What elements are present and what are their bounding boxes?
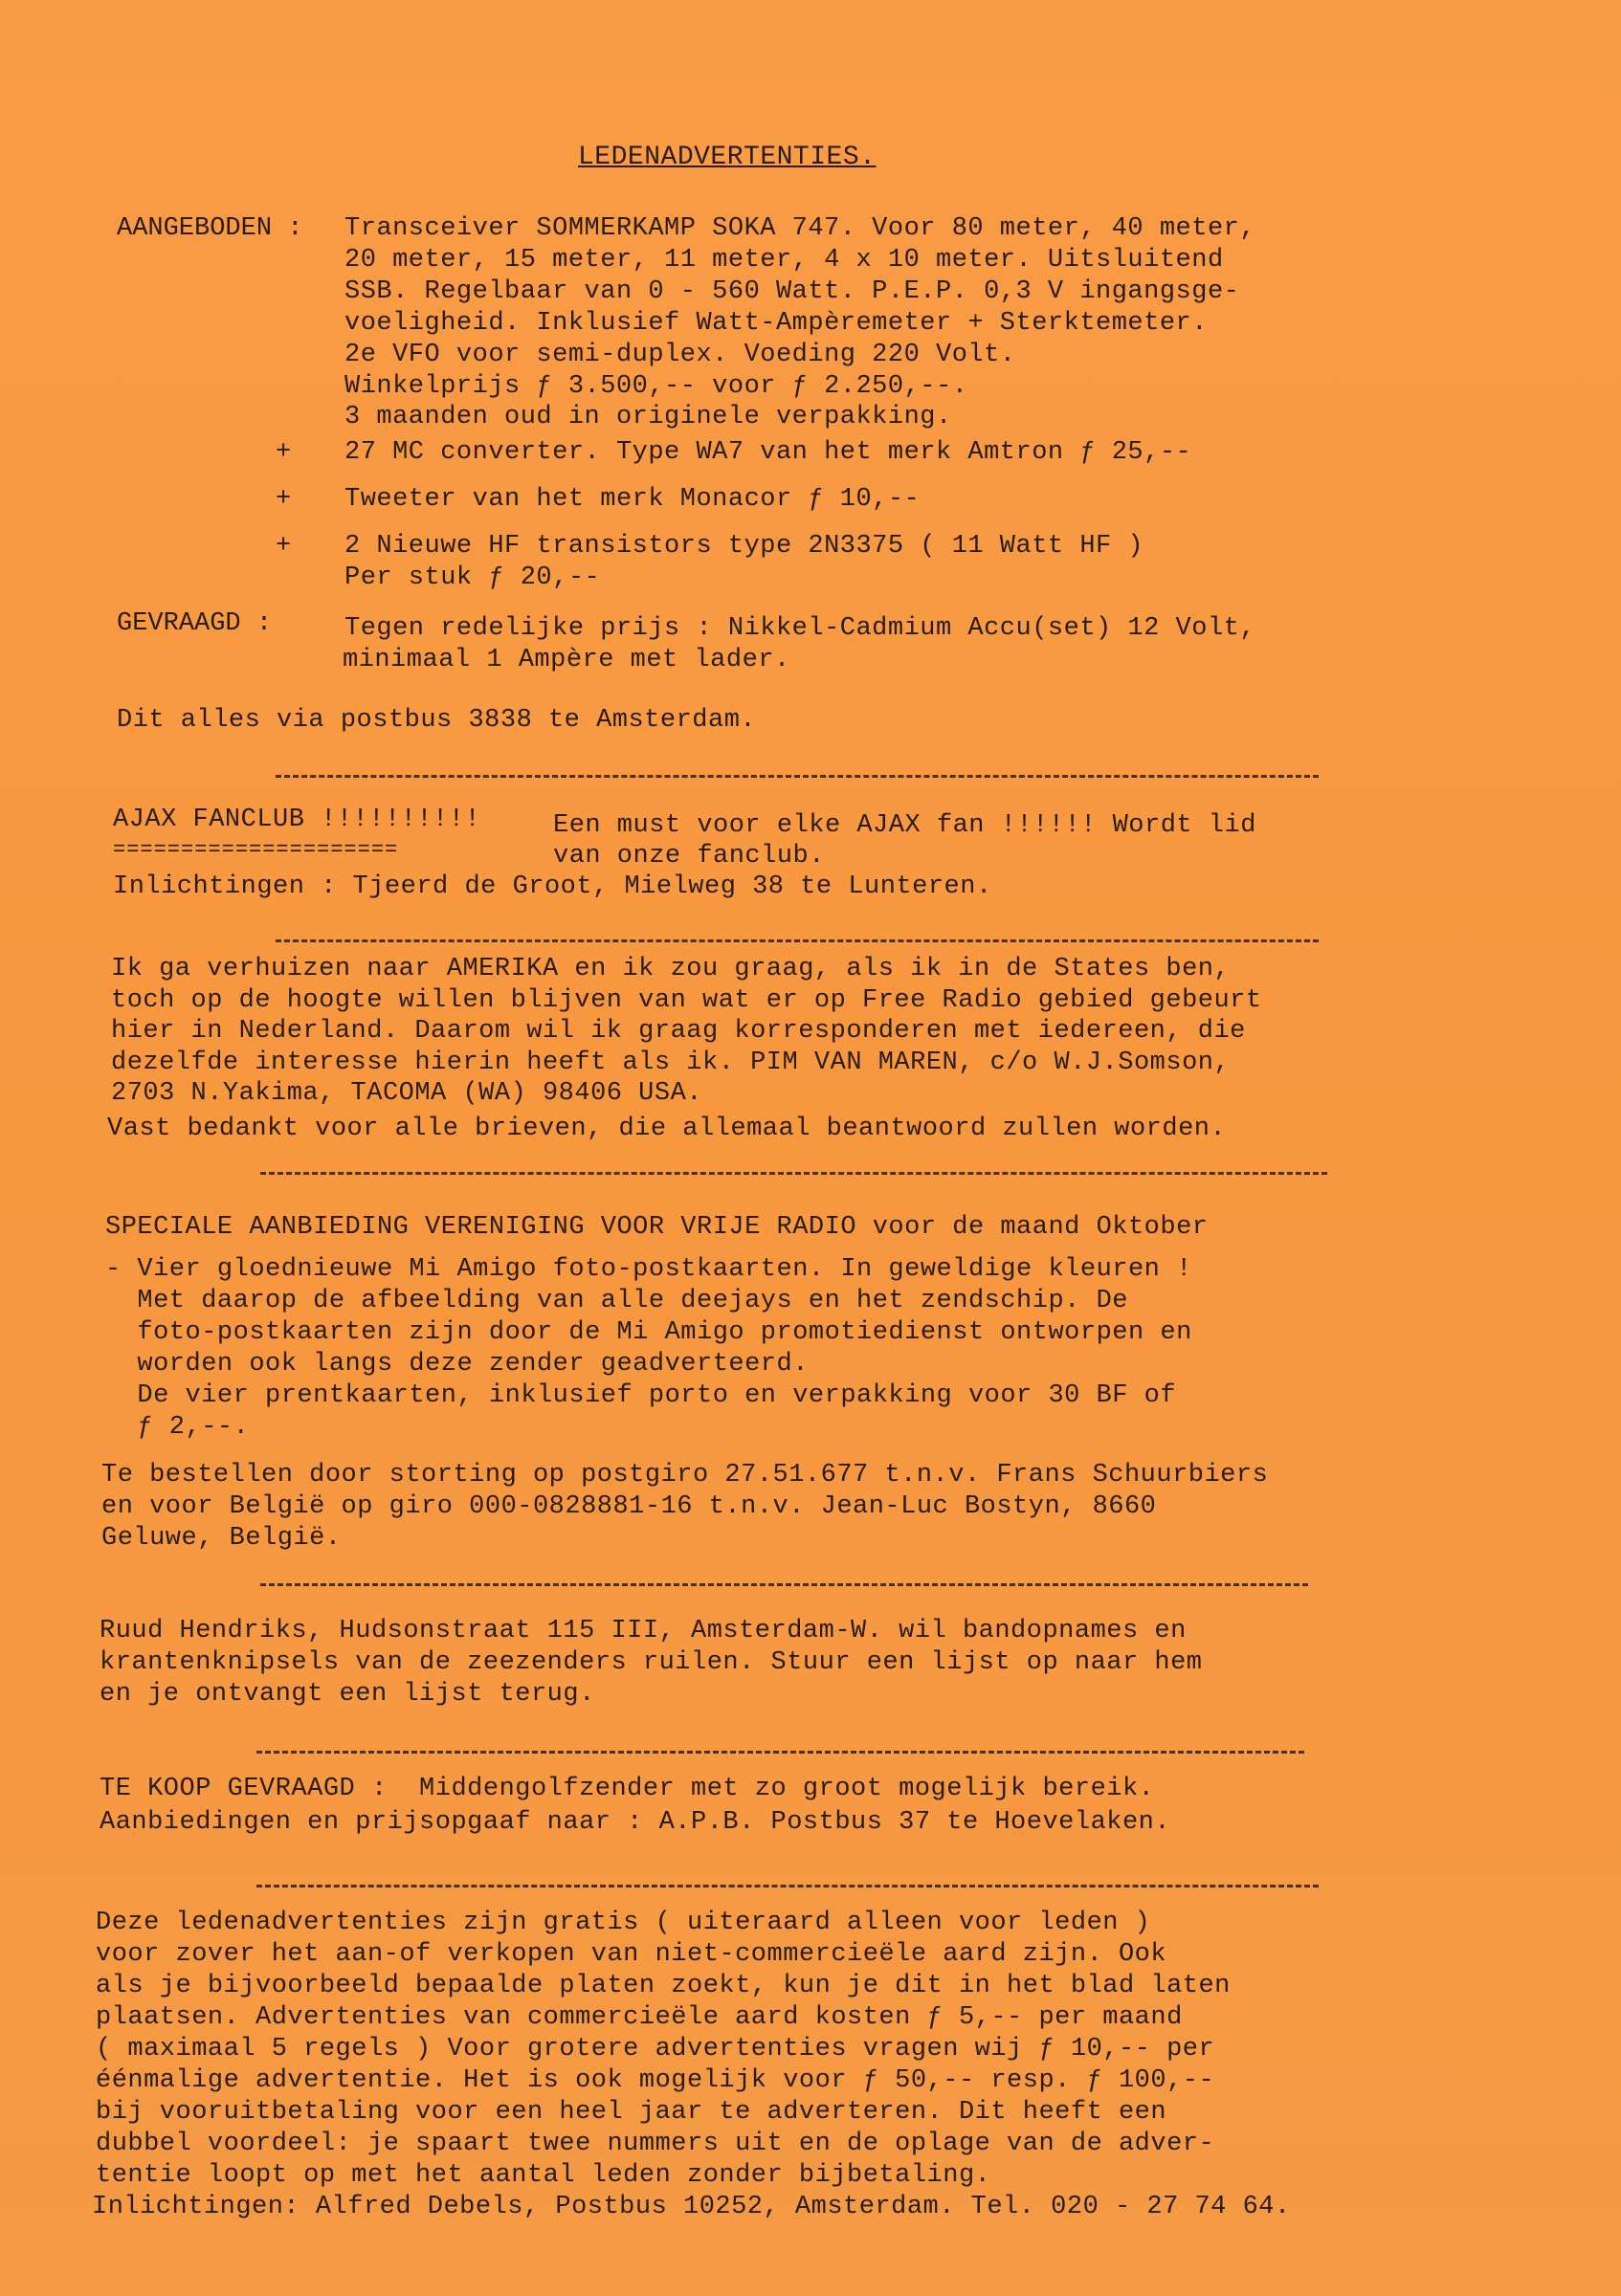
order-line: Te bestellen door storting op postgiro 27.51.677 t.n.v. Frans Schuurbiers — [101, 1461, 1269, 1490]
section-divider — [256, 1751, 1304, 1754]
speciale-line: foto-postkaarten zijn door de Mi Amigo promotiedienst ontworpen en — [105, 1318, 1192, 1347]
plus-sign: + — [276, 532, 292, 561]
ajax-info: Inlichtingen : Tjeerd de Groot, Mielweg 38 te Lunteren. — [113, 872, 992, 901]
speciale-line: - Vier gloednieuwe Mi Amigo foto-postkaarten. In geweldige kleuren ! — [105, 1255, 1192, 1284]
offered-plus-item: Tweeter van het merk Monacor ƒ 10,-- — [344, 485, 921, 514]
footer-line: plaatsen. Advertenties van commercieële aard kosten ƒ 5,-- per maand — [96, 2003, 1183, 2032]
wanted-line: Tegen redelijke prijs : Nikkel-Cadmium Accu(set) 12 Volt, — [344, 614, 1256, 643]
offered-line: Winkelprijs ƒ 3.500,-- voor ƒ 2.250,--. — [344, 372, 968, 401]
offered-line: SSB. Regelbaar van 0 - 560 Watt. P.E.P. 0,3 V ingangsge- — [344, 277, 1240, 306]
section-divider — [260, 1172, 1327, 1175]
offered-line: voeligheid. Inklusief Watt-Ampèremeter + Sterktemeter. — [344, 309, 1208, 338]
footer-line: éénmalige advertentie. Het is ook mogelijk voor ƒ 50,-- resp. ƒ 100,-- — [96, 2066, 1215, 2095]
section-divider — [256, 1885, 1319, 1888]
offered-line: Transceiver SOMMERKAMP SOKA 747. Voor 80 meter, 40 meter, — [344, 214, 1256, 243]
via-line: Dit alles via postbus 3838 te Amsterdam. — [117, 706, 757, 735]
wanted-label: GEVRAAGD : — [117, 609, 273, 638]
ajax-text: van onze fanclub. — [553, 842, 825, 871]
plus-sign: + — [276, 438, 292, 467]
footer-line: dubbel voordeel: je spaart twee nummers uit en de oplage van de adver- — [96, 2130, 1215, 2158]
footer-line: als je bijvoorbeeld bepaalde platen zoekt, kun je dit in het blad laten — [96, 1972, 1231, 2000]
ruud-line: krantenknipsels van de zeezenders ruilen. Stuur een lijst op naar hem — [100, 1648, 1203, 1677]
speciale-title: SPECIALE AANBIEDING VERENIGING VOOR VRIJE RADIO voor de maand Oktober — [105, 1213, 1209, 1242]
order-line: en voor België op giro 000-0828881-16 t.n.v. Jean-Luc Bostyn, 8660 — [101, 1492, 1157, 1521]
amerika-line: hier in Nederland. Daarom wil ik graag korresponderen met iedereen, die — [111, 1017, 1246, 1046]
ruud-line: en je ontvangt een lijst terug. — [100, 1680, 595, 1709]
section-divider — [260, 1583, 1308, 1586]
footer-line: Inlichtingen: Alfred Debels, Postbus 10252, Amsterdam. Tel. 020 - 27 74 64. — [92, 2193, 1291, 2221]
offered-label: AANGEBODEN : — [117, 214, 303, 243]
section-divider — [276, 939, 1319, 942]
speciale-line: worden ook langs deze zender geadverteerd. — [105, 1350, 809, 1379]
tekoop-line: Aanbiedingen en prijsopgaaf naar : A.P.B. Postbus 37 te Hoevelaken. — [100, 1808, 1171, 1837]
page-title: LEDENADVERTENTIES. — [578, 143, 877, 172]
amerika-line: dezelfde interesse hierin heeft als ik. PIM VAN MAREN, c/o W.J.Somson, — [111, 1049, 1231, 1077]
offered-line: 2e VFO voor semi-duplex. Voeding 220 Volt. — [344, 341, 1016, 369]
tekoop-line: TE KOOP GEVRAAGD : Middengolfzender met zo groot mogelijk bereik. — [100, 1775, 1155, 1803]
plus-sign: + — [276, 485, 292, 514]
offered-line: 3 maanden oud in originele verpakking. — [344, 403, 952, 431]
footer-line: ( maximaal 5 regels ) Voor grotere advertenties vragen wij ƒ 10,-- per — [96, 2035, 1215, 2064]
offered-plus-item: 27 MC converter. Type WA7 van het merk Amtron ƒ 25,-- — [344, 438, 1192, 467]
ajax-underline: ===================== — [113, 838, 399, 862]
amerika-line: Ik ga verhuizen naar AMERIKA en ik zou graag, als ik in de States ben, — [111, 955, 1231, 983]
offered-line: 20 meter, 15 meter, 11 meter, 4 x 10 meter. Uitsluitend — [344, 246, 1224, 275]
footer-line: voor zover het aan-of verkopen van niet-commercieële aard zijn. Ook — [96, 1940, 1167, 1969]
offered-plus-item: 2 Nieuwe HF transistors type 2N3375 ( 11 Watt HF ) — [344, 532, 1144, 561]
wanted-line: minimaal 1 Ampère met lader. — [343, 646, 790, 674]
ruud-line: Ruud Hendriks, Hudsonstraat 115 III, Amsterdam-W. wil bandopnames en — [100, 1617, 1187, 1645]
speciale-line: De vier prentkaarten, inklusief porto en verpakking voor 30 BF of — [105, 1381, 1177, 1410]
amerika-line: 2703 N.Yakima, TACOMA (WA) 98406 USA. — [111, 1079, 702, 1108]
speciale-line: ƒ 2,--. — [105, 1413, 250, 1442]
order-line: Geluwe, België. — [101, 1524, 342, 1553]
ajax-title: AJAX FANCLUB !!!!!!!!!! — [113, 806, 481, 834]
footer-line: bij vooruitbetaling voor een heel jaar te adverteren. Dit heeft een — [96, 2098, 1167, 2127]
amerika-line: toch op de hoogte willen blijven van wat er op Free Radio gebied gebeurt — [111, 986, 1262, 1015]
offered-plus-item: Per stuk ƒ 20,-- — [344, 563, 601, 592]
ajax-text: Een must voor elke AJAX fan !!!!!! Wordt lid — [553, 811, 1256, 840]
amerika-line: Vast bedankt voor alle brieven, die allemaal beantwoord zullen worden. — [107, 1115, 1227, 1143]
footer-line: Deze ledenadvertenties zijn gratis ( uiteraard alleen voor leden ) — [96, 1909, 1151, 1937]
footer-line: tentie loopt op met het aantal leden zonder bijbetaling. — [96, 2161, 991, 2190]
speciale-line: Met daarop de afbeelding van alle deejays en het zendschip. De — [105, 1287, 1128, 1315]
section-divider — [276, 775, 1319, 778]
